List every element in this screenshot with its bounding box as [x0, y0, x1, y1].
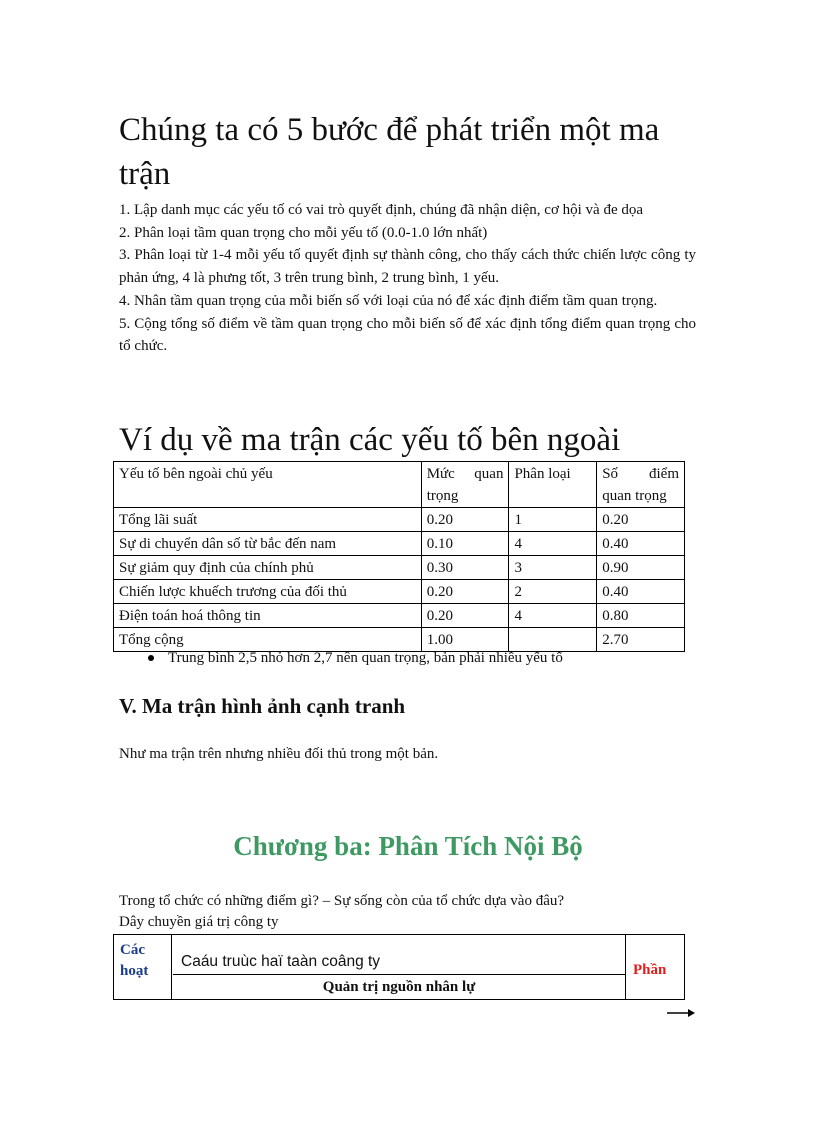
- intro-line-2: Dây chuyền giá trị công ty: [119, 914, 279, 930]
- section-v-heading: V. Ma trận hình ảnh cạnh tranh: [119, 694, 406, 718]
- table-row: [114, 508, 685, 532]
- step-2: 2. Phân loại tầm quan trọng cho mỗi yếu tố (0.0-1.0 lớn nhất): [119, 224, 488, 241]
- diagram-infrastructure: Caáu truùc haï taàn coâng ty: [173, 935, 625, 975]
- cell-rating: 1: [509, 508, 597, 532]
- section-v-text: Như ma trận trên nhưng nhiều đối thủ trong một bản.: [119, 746, 439, 762]
- diagram-hr: Quản trị nguồn nhân lự: [322, 979, 476, 995]
- table-row: [114, 580, 685, 604]
- header-weight-word3: trọng: [426, 488, 459, 504]
- heading-example: Ví dụ về ma trận các yếu tố bên ngoài: [119, 422, 621, 458]
- diagram-left-line1: Các: [120, 942, 145, 958]
- cell-score: 0.40: [597, 580, 685, 604]
- cell-weight: 0.20: [421, 604, 509, 628]
- cell-score: 0.40: [597, 532, 685, 556]
- table-row: [114, 604, 685, 628]
- header-weight-word1: Mức: [426, 466, 455, 482]
- cell-factor: Chiến lược khuếch trương của đối thủ: [114, 580, 422, 604]
- header-score-word1: Số: [602, 466, 619, 482]
- intro-line-1: Trong tổ chức có những điểm gì? – Sự sống còn của tổ chức dựa vào đâu?: [119, 893, 565, 909]
- cell-score: 0.90: [597, 556, 685, 580]
- header-factor: Yếu tố bên ngoài chủ yếu: [114, 462, 422, 508]
- step-1: 1. Lập danh mục các yếu tố có vai trò quyết định, chúng đã nhận diện, cơ hội và đe dọa: [119, 202, 644, 218]
- table-row: [114, 532, 685, 556]
- cell-weight: 0.30: [421, 556, 509, 580]
- cell-weight: 0.20: [421, 508, 509, 532]
- diagram-left-line2: hoạt: [120, 963, 149, 979]
- cell-weight: 0.10: [421, 532, 509, 556]
- step-3: 3. Phân loại từ 1-4 mỗi yếu tố quyết định sự thành công, cho thấy cách thức chiến lược công ty phản ứng, 4 là phưng tốt, 3 trên trung bình, 2 trung bình, 1 yếu.: [119, 247, 696, 287]
- cell-factor: Tổng lãi suất: [114, 508, 422, 532]
- cell-factor: Sự giảm quy định của chính phủ: [114, 556, 422, 580]
- diagram-left-label: [114, 935, 172, 999]
- step-4: 4. Nhân tầm quan trọng của mỗi biến số với loại của nó để xác định điểm tầm quan trọng.: [119, 292, 658, 309]
- cell-score: 0.80: [597, 604, 685, 628]
- cell-score: 0.20: [597, 508, 685, 532]
- steps-list: [119, 199, 696, 358]
- diagram-right-label: Phần: [625, 935, 684, 999]
- cell-rating: 2: [509, 580, 597, 604]
- cell-factor: Sự di chuyển dân số từ bắc đến nam: [114, 532, 422, 556]
- external-factor-table: [113, 461, 685, 652]
- cell-factor: Tổng cộng: [114, 628, 422, 652]
- cell-rating: 4: [509, 532, 597, 556]
- step-5: 5. Cộng tổng số điểm về tầm quan trọng cho mỗi biến số để xác định tổng điểm quan trọng cho tổ chức.: [119, 315, 696, 355]
- cell-weight: 0.20: [421, 580, 509, 604]
- header-weight: [421, 462, 509, 508]
- header-score: [597, 462, 685, 508]
- header-score-word3: quan trọng: [602, 488, 667, 504]
- bullet-icon: [148, 655, 154, 661]
- intro-text: [119, 891, 564, 933]
- table-header-row: [114, 462, 685, 508]
- header-rating: Phân loại: [509, 462, 597, 508]
- cell-score: 2.70: [597, 628, 685, 652]
- cell-factor: Điện toán hoá thông tin: [114, 604, 422, 628]
- header-score-word2: điểm: [649, 466, 679, 482]
- cell-rating: 4: [509, 604, 597, 628]
- table-row: [114, 556, 685, 580]
- arrow-right-icon: [666, 1005, 696, 1021]
- value-chain-diagram: [113, 934, 685, 1000]
- bullet-text: Trung bình 2,5 nhỏ hơn 2,7 nên quan trọng, bản phải nhiều yếu tố: [168, 650, 563, 666]
- cell-weight: 1.00: [421, 628, 509, 652]
- bullet-note: [148, 648, 563, 668]
- cell-rating: 3: [509, 556, 597, 580]
- heading-steps: Chúng ta có 5 bước để phát triển một ma trận: [119, 112, 660, 192]
- diagram-middle: [173, 935, 625, 999]
- chapter-title: Chương ba: Phân Tích Nội Bộ: [233, 831, 583, 861]
- header-weight-word2: quan: [474, 466, 504, 482]
